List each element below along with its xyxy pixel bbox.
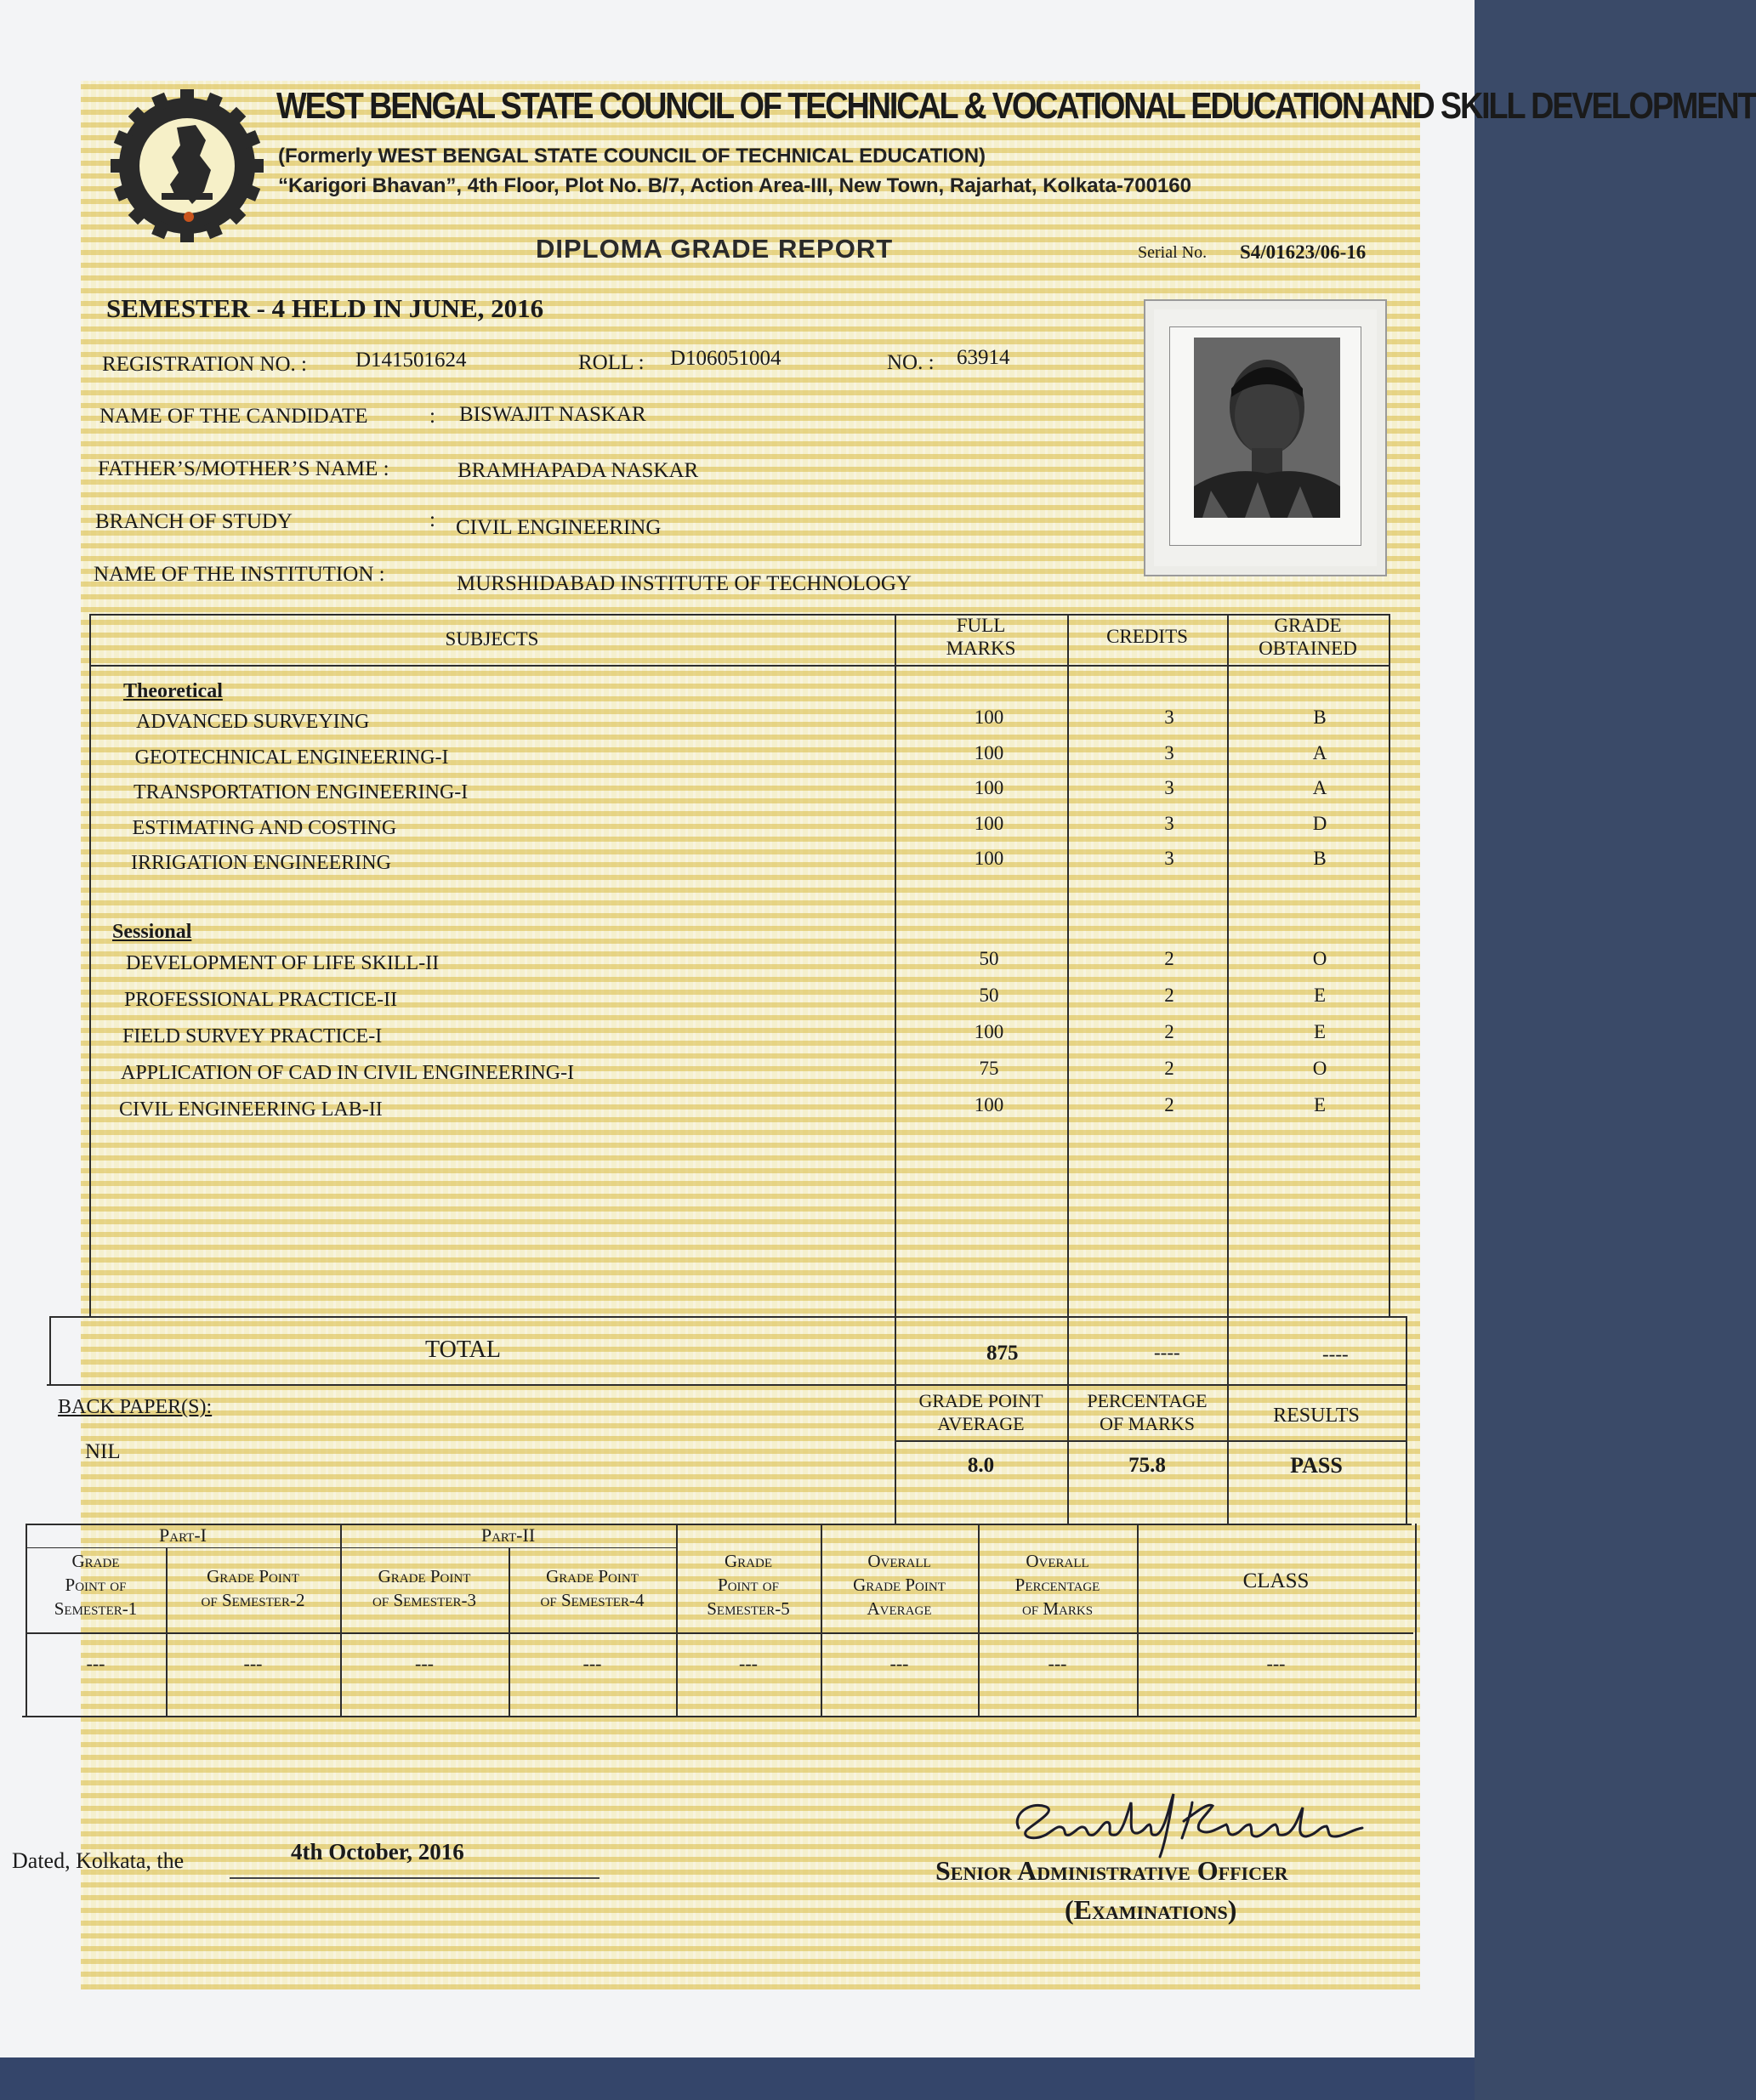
theoretical-subject: IRRIGATION ENGINEERING xyxy=(131,852,391,874)
no-value: 63914 xyxy=(957,346,1010,369)
summary-header xyxy=(340,1564,509,1612)
theoretical-grade: B xyxy=(1313,707,1327,728)
sessional-title: Sessional xyxy=(112,921,192,943)
results-mid-line xyxy=(895,1440,1407,1442)
theoretical-marks: 100 xyxy=(974,741,1004,763)
candidate-photo xyxy=(1194,338,1340,518)
summary-value: --- xyxy=(1266,1653,1286,1674)
theoretical-grade: B xyxy=(1313,848,1327,869)
summary-header xyxy=(509,1564,676,1612)
summary-value: --- xyxy=(889,1653,909,1674)
result-value: PASS xyxy=(1290,1453,1343,1478)
theoretical-credits: 3 xyxy=(1164,777,1174,798)
officer-title: Senior Administrative Officer xyxy=(935,1855,1288,1886)
council-logo-icon xyxy=(111,89,264,242)
no-label: NO. : xyxy=(887,351,935,374)
theoretical-credits: 3 xyxy=(1164,707,1174,728)
summary-right xyxy=(1415,1524,1417,1717)
registration-value: D141501624 xyxy=(355,349,467,372)
table-total-bottom xyxy=(47,1384,1407,1386)
theoretical-marks: 100 xyxy=(974,812,1004,834)
dated-label: Dated, Kolkata, the xyxy=(12,1848,185,1873)
sessional-subject: CIVIL ENGINEERING LAB-II xyxy=(119,1098,383,1121)
summary-value: --- xyxy=(739,1653,758,1674)
branch-value: CIVIL ENGINEERING xyxy=(456,516,662,539)
summary-header-line: Grade Point xyxy=(378,1566,471,1586)
summary-header-line: Grade xyxy=(725,1551,772,1571)
theoretical-subject: ESTIMATING AND COSTING xyxy=(132,816,397,839)
result-label: RESULTS xyxy=(1273,1405,1360,1427)
branch-colon: : xyxy=(429,508,435,531)
total-credits: ---- xyxy=(1154,1342,1180,1363)
report-title: DIPLOMA GRADE REPORT xyxy=(536,234,894,264)
gpa-label-1: GRADE POINT xyxy=(918,1390,1043,1411)
header-grade-1: GRADE xyxy=(1274,615,1342,636)
council-address: “Karigori Bhavan”, 4th Floor, Plot No. B/7, Action Area-III, New Town, Rajarhat, Kolkata-700160 xyxy=(278,174,1191,197)
summary-header xyxy=(821,1549,978,1620)
theoretical-credits: 3 xyxy=(1164,848,1174,869)
table-header-border xyxy=(89,665,1390,667)
summary-header-line: Point of xyxy=(718,1575,779,1595)
parent-value: BRAMHAPADA NASKAR xyxy=(457,459,699,482)
sessional-marks: 50 xyxy=(979,948,999,969)
theoretical-credits: 3 xyxy=(1164,741,1174,763)
table-left-border xyxy=(89,614,91,1316)
semester-heading: SEMESTER - 4 HELD IN JUNE, 2016 xyxy=(106,293,544,323)
summary-header-line: of Semester-2 xyxy=(201,1590,305,1610)
summary-header xyxy=(26,1549,166,1620)
institution-label: NAME OF THE INSTITUTION : xyxy=(94,563,385,586)
theoretical-credits: 3 xyxy=(1164,812,1174,834)
summary-header xyxy=(166,1564,340,1612)
summary-header xyxy=(978,1549,1137,1620)
council-former-name: (Formerly WEST BENGAL STATE COUNCIL OF TECHNICAL EDUCATION) xyxy=(278,145,986,167)
gpa-value: 8.0 xyxy=(967,1454,995,1477)
header-full-marks-2: MARKS xyxy=(946,638,1016,659)
back-paper-value: NIL xyxy=(85,1440,121,1463)
col-line-grade xyxy=(1227,614,1229,1525)
summary-header-line: Grade Point xyxy=(207,1566,299,1586)
roll-label: ROLL : xyxy=(578,351,645,374)
table-right-border xyxy=(1389,614,1390,1316)
parent-label: FATHER’S/MOTHER’S NAME : xyxy=(98,457,389,480)
header-subjects: SUBJECTS xyxy=(445,628,539,650)
summary-header-line: CLASS xyxy=(1242,1569,1310,1592)
sessional-credits: 2 xyxy=(1164,1058,1174,1079)
sessional-marks: 100 xyxy=(974,1021,1004,1042)
theoretical-marks: 100 xyxy=(974,848,1004,869)
header-grade-2: OBTAINED xyxy=(1259,638,1357,659)
institution-value: MURSHIDABAD INSTITUTE OF TECHNOLOGY xyxy=(457,572,912,595)
part-sub-line xyxy=(26,1547,676,1548)
summary-value: --- xyxy=(415,1653,434,1674)
summary-header-line: Percentage xyxy=(1014,1575,1100,1595)
sessional-marks: 50 xyxy=(979,985,999,1006)
header-full-marks-1: FULL xyxy=(956,615,1006,636)
serial-label: Serial No. xyxy=(1138,243,1208,262)
summary-header-line: Grade Point xyxy=(853,1575,946,1595)
theoretical-subject: GEOTECHNICAL ENGINEERING-I xyxy=(134,746,449,769)
summary-col-2 xyxy=(340,1524,342,1717)
sessional-grade: E xyxy=(1313,1021,1327,1042)
officer-signature xyxy=(1003,1768,1378,1862)
pct-label-1: PERCENTAGE xyxy=(1087,1390,1208,1411)
sessional-credits: 2 xyxy=(1164,985,1174,1006)
results-right-border xyxy=(1406,1316,1407,1525)
summary-value: --- xyxy=(582,1653,602,1674)
sessional-grade: O xyxy=(1312,1058,1327,1079)
sessional-subject: FIELD SURVEY PRACTICE-I xyxy=(122,1025,383,1047)
table-total-top xyxy=(49,1316,1406,1318)
officer-dept: (Examinations) xyxy=(1065,1894,1237,1925)
sessional-subject: PROFESSIONAL PRACTICE-II xyxy=(124,989,398,1011)
sessional-marks: 100 xyxy=(974,1094,1004,1115)
name-label: NAME OF THE CANDIDATE xyxy=(99,405,368,428)
theoretical-marks: 100 xyxy=(974,777,1004,798)
header-credits: CREDITS xyxy=(1106,626,1188,647)
registration-label: REGISTRATION NO. : xyxy=(102,353,307,376)
background-surface xyxy=(0,2057,1475,2100)
date-underline xyxy=(230,1877,600,1879)
sessional-credits: 2 xyxy=(1164,1094,1174,1115)
total-grade: ---- xyxy=(1322,1343,1349,1365)
part-1-label: Part-I xyxy=(159,1524,207,1546)
date-value: 4th October, 2016 xyxy=(291,1839,464,1864)
summary-header-line: of Marks xyxy=(1021,1598,1094,1619)
sessional-grade: E xyxy=(1313,985,1327,1006)
part-2-label: Part-II xyxy=(480,1524,536,1546)
summary-header-line: Grade xyxy=(71,1551,120,1571)
gpa-label-2: AVERAGE xyxy=(937,1413,1025,1434)
pct-label-2: OF MARKS xyxy=(1100,1413,1195,1434)
summary-header-line: of Semester-4 xyxy=(540,1590,645,1610)
sessional-subject: DEVELOPMENT OF LIFE SKILL-II xyxy=(126,952,440,974)
candidate-photo-frame xyxy=(1144,299,1387,576)
summary-header-line: Overall xyxy=(1026,1551,1089,1571)
name-value: BISWAJIT NASKAR xyxy=(459,403,646,426)
theoretical-subject: TRANSPORTATION ENGINEERING-I xyxy=(134,781,469,803)
summary-value: --- xyxy=(86,1653,105,1674)
summary-header-line: Overall xyxy=(867,1551,931,1571)
theoretical-grade: A xyxy=(1312,741,1327,763)
summary-header xyxy=(1137,1569,1415,1593)
summary-header-line: Average xyxy=(867,1598,932,1619)
sessional-marks: 75 xyxy=(979,1058,999,1079)
roll-value: D106051004 xyxy=(670,347,781,370)
summary-header-line: Grade Point xyxy=(546,1566,639,1586)
summary-header-line: of Semester-3 xyxy=(372,1590,476,1610)
sessional-subject: APPLICATION OF CAD IN CIVIL ENGINEERING-I xyxy=(121,1062,575,1084)
total-label: TOTAL xyxy=(425,1337,502,1363)
theoretical-title: Theoretical xyxy=(123,680,223,702)
summary-bottom xyxy=(22,1716,1417,1717)
back-paper-label: BACK PAPER(S): xyxy=(58,1396,213,1418)
theoretical-grade: A xyxy=(1312,777,1327,798)
sessional-credits: 2 xyxy=(1164,948,1174,969)
summary-col-7 xyxy=(1137,1524,1139,1717)
sessional-credits: 2 xyxy=(1164,1021,1174,1042)
serial-value: S4/01623/06-16 xyxy=(1240,241,1367,263)
sessional-grade: O xyxy=(1312,948,1327,969)
theoretical-marks: 100 xyxy=(974,707,1004,728)
total-left-border xyxy=(49,1316,51,1386)
summary-value: --- xyxy=(243,1653,263,1674)
summary-header-line: Semester-1 xyxy=(54,1598,138,1619)
pct-value: 75.8 xyxy=(1128,1454,1166,1477)
branch-label: BRANCH OF STUDY xyxy=(95,510,293,533)
summary-value: --- xyxy=(1048,1653,1067,1674)
name-colon: : xyxy=(429,405,435,428)
total-marks: 875 xyxy=(986,1342,1019,1365)
theoretical-grade: D xyxy=(1312,812,1327,834)
summary-header-line: Point of xyxy=(65,1575,127,1595)
table-top-border xyxy=(89,614,1390,616)
theoretical-subject: ADVANCED SURVEYING xyxy=(136,711,370,733)
summary-mid xyxy=(26,1632,1413,1634)
sessional-grade: E xyxy=(1313,1094,1327,1115)
summary-header-line: Semester-5 xyxy=(707,1598,790,1619)
council-name: WEST BENGAL STATE COUNCIL OF TECHNICAL & VOCATIONAL EDUCATION AND SKILL DEVELOPMENT xyxy=(276,85,1756,127)
summary-header xyxy=(676,1549,821,1620)
